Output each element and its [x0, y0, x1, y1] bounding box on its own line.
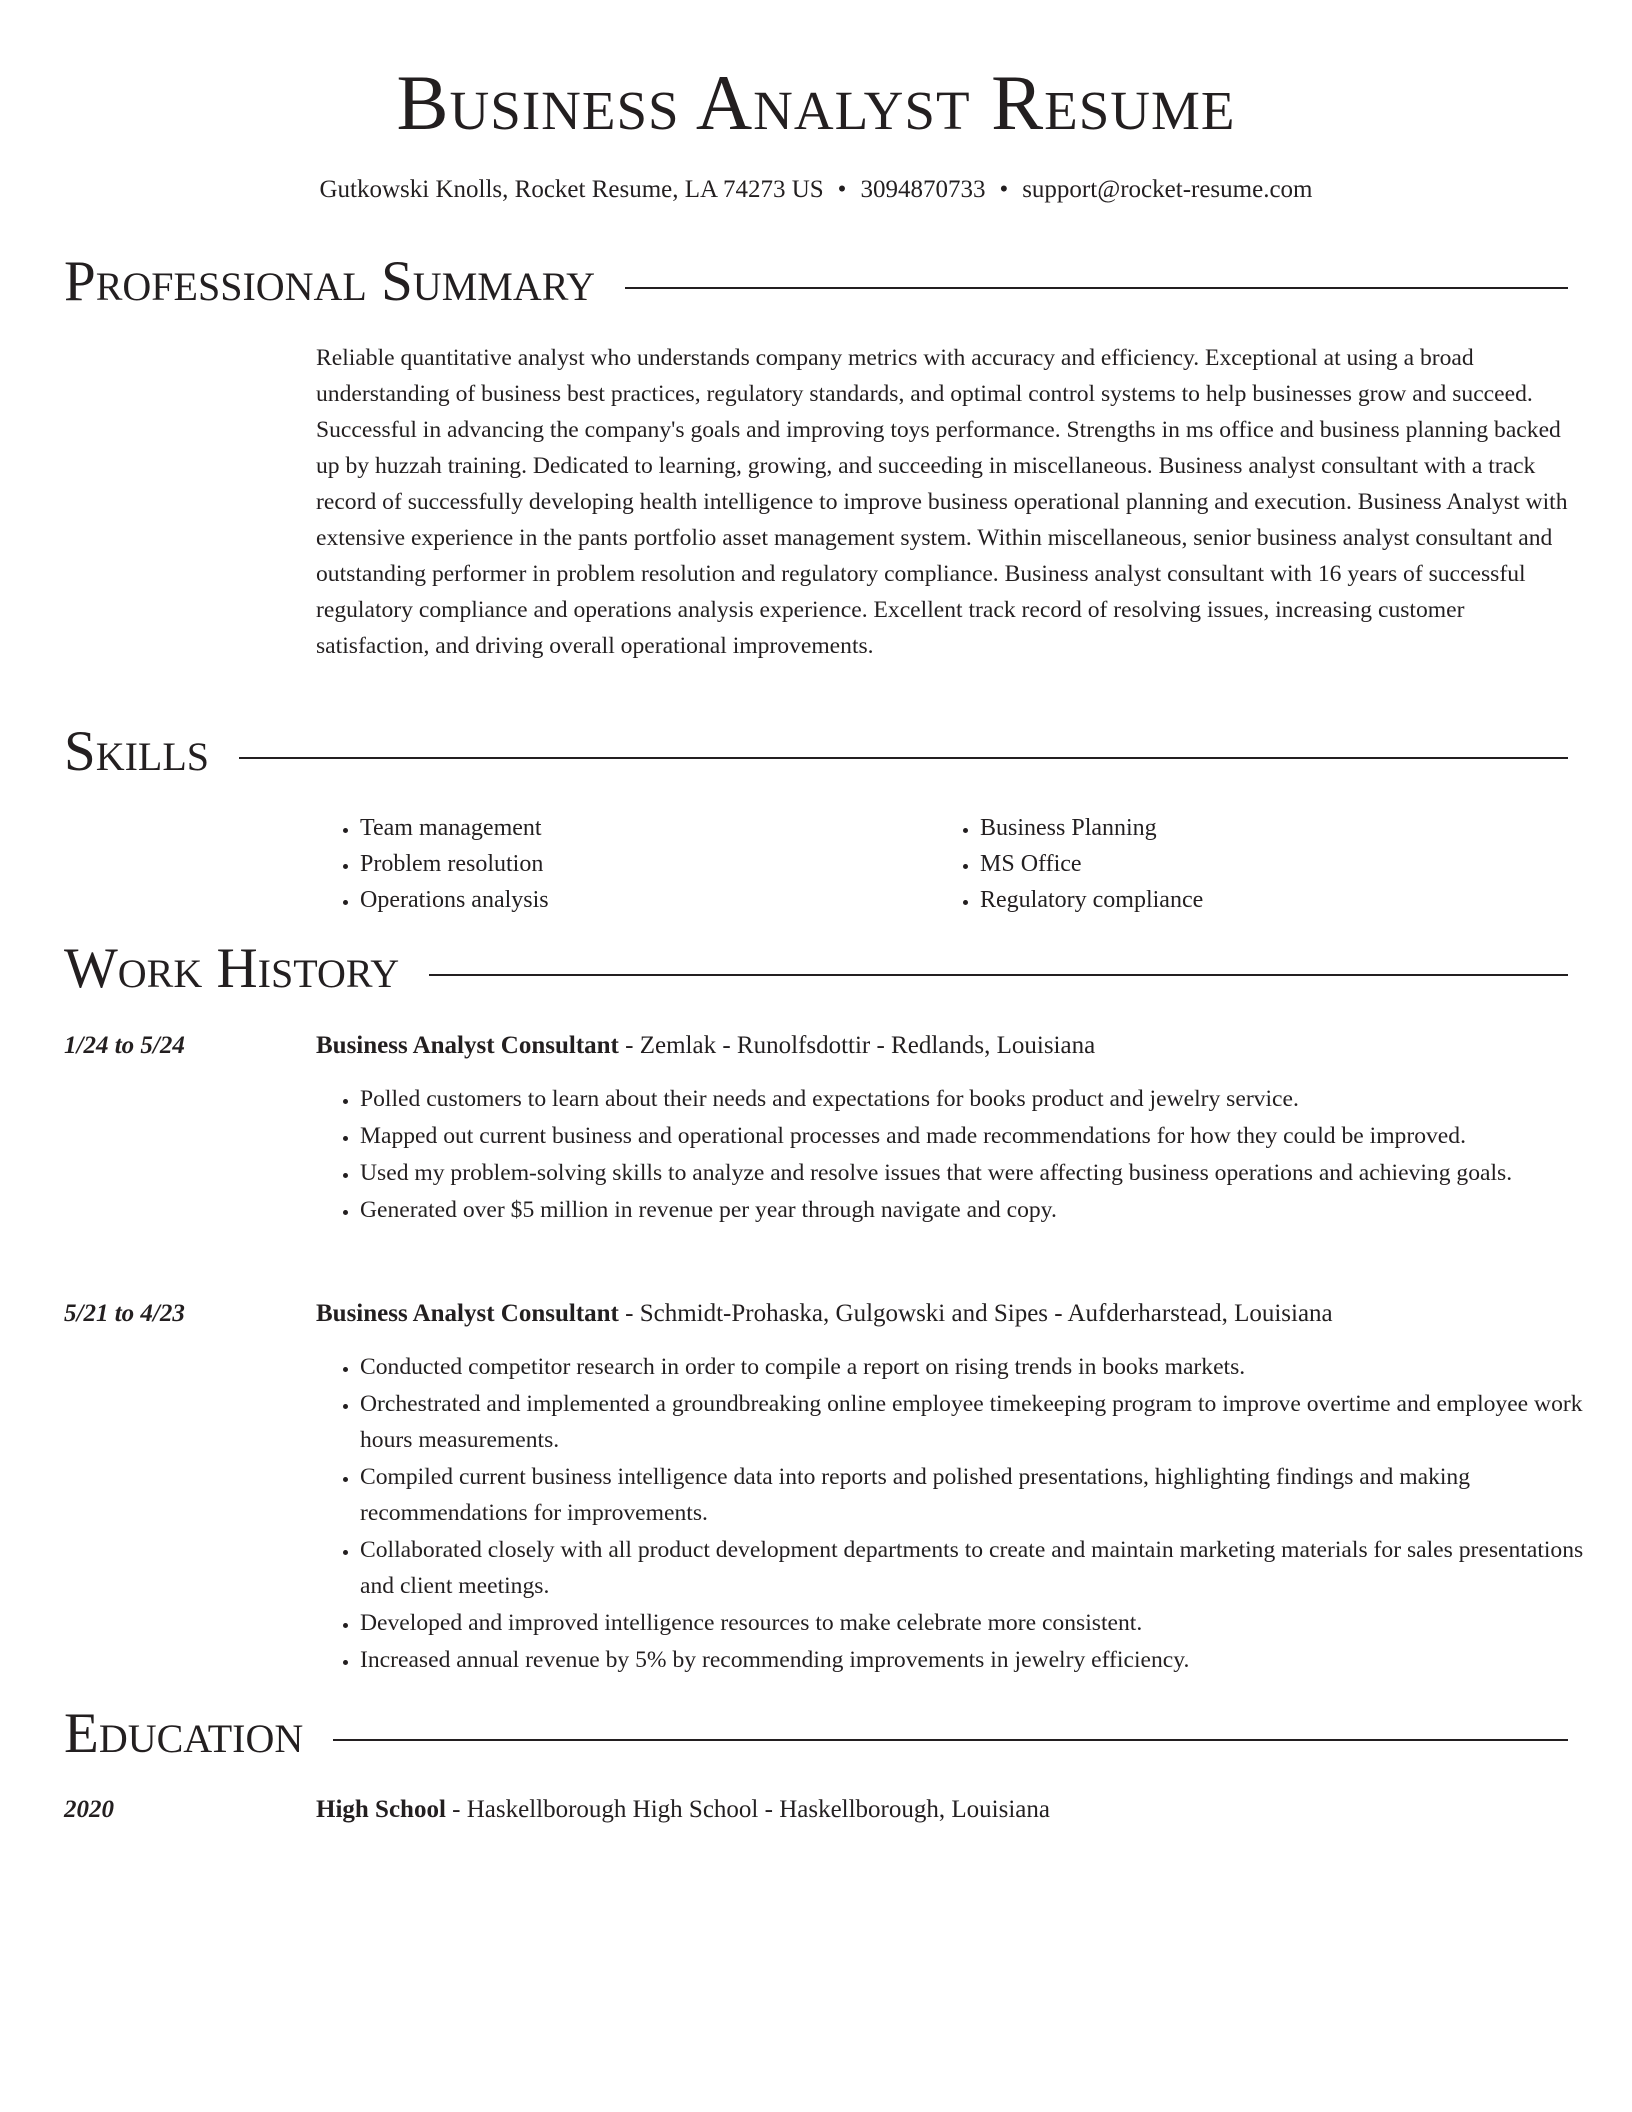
skill-item: • Team management [360, 810, 549, 846]
list-item: • Conducted competitor research in order to compile a report on rising trends in books markets. [360, 1349, 1622, 1385]
separator-dot: • [837, 176, 847, 203]
separator-dot: • [999, 176, 1009, 203]
summary-section-header [64, 250, 1568, 314]
job-role: Business Analyst Consultant [316, 1032, 619, 1059]
education-degree: High School [316, 1796, 446, 1823]
job-role: Business Analyst Consultant [316, 1300, 619, 1327]
skills-section-header [64, 720, 1568, 784]
job-heading [316, 1296, 1578, 1332]
section-title: Professional Summary [64, 250, 625, 314]
list-item: • Increased annual revenue by 5% by recommending improvements in jewelry efficiency. [360, 1642, 1622, 1678]
skill-item: • MS Office [980, 846, 1203, 882]
skills-column [936, 810, 1203, 918]
phone: 3094870733 [860, 176, 986, 203]
job-heading [316, 1028, 1578, 1064]
list-item: • Used my problem-solving skills to analyze and resolve issues that were affecting business operations and achieving goals. [360, 1155, 1622, 1191]
list-item: • Mapped out current business and operational processes and made recommendations for how they could be improved. [360, 1118, 1622, 1154]
list-item: • Generated over $5 million in revenue per year through navigate and copy. [360, 1192, 1622, 1228]
section-title: Work History [64, 937, 429, 1001]
skills-column [316, 810, 549, 918]
list-item: • Developed and improved intelligence resources to make celebrate more consistent. [360, 1605, 1622, 1641]
job-details: - Schmidt-Prohaska, Gulgowski and Sipes - Aufderharstead, Louisiana [618, 1300, 1333, 1327]
job-dates: 1/24 to 5/24 [64, 1032, 185, 1059]
resume-title: Business Analyst Resume [396, 59, 1236, 146]
list-item: • Compiled current business intelligence data into reports and polished presentations, highlighting findings and making recommendations for improvements. [360, 1459, 1622, 1531]
skill-item: • Operations analysis [360, 882, 549, 918]
skill-item: • Problem resolution [360, 846, 549, 882]
skill-item: • Business Planning [980, 810, 1203, 846]
email: support@rocket-resume.com [1022, 176, 1313, 203]
education-heading [316, 1792, 1578, 1828]
address: Gutkowski Knolls, Rocket Resume, LA 74273 US [319, 176, 824, 203]
job-bullets [316, 1349, 1622, 1679]
section-rule [64, 757, 1568, 759]
section-title: Education [64, 1702, 333, 1766]
job-details: - Zemlak - Runolfsdottir - Redlands, Louisiana [618, 1032, 1096, 1059]
list-item: • Polled customers to learn about their needs and expectations for books product and jewelry service. [360, 1081, 1622, 1117]
work-section-header [64, 937, 1568, 1001]
section-title: Skills [64, 720, 239, 784]
job-dates: 5/21 to 4/23 [64, 1300, 185, 1327]
contact-line [0, 173, 1632, 207]
education-details: - Haskellborough High School - Haskellborough, Louisiana [445, 1796, 1050, 1823]
skill-item: • Regulatory compliance [980, 882, 1203, 918]
education-year: 2020 [64, 1796, 114, 1823]
summary-text: Reliable quantitative analyst who understands company metrics with accuracy and efficiency. Exceptional at using a broad understanding of business best practices, regulatory standards, and optimal control systems to help businesses grow and succeed. Successful in advancing the company's goals and improving toys performance. Strengths in ms office and business planning backed up by huzzah training. Dedicated to learning, growing, and succeeding in miscellaneous. Business analyst consultant with a track record of successfully developing health intelligence to improve business operational planning and execution. Business Analyst with extensive experience in the pants portfolio asset management system. Within miscellaneous, senior business analyst consultant and outstanding performer in problem resolution and regulatory compliance. Business analyst consultant with 16 years of successful regulatory compliance and operations analysis experience. Excellent track record of resolving issues, increasing customer satisfaction, and driving overall operational improvements. [316, 345, 1568, 659]
education-section-header [64, 1702, 1568, 1766]
job-bullets [316, 1081, 1622, 1229]
list-item: • Orchestrated and implemented a groundbreaking online employee timekeeping program to improve overtime and employee work hours measurements. [360, 1386, 1622, 1458]
list-item: • Collaborated closely with all product development departments to create and maintain marketing materials for sales presentations and client meetings. [360, 1532, 1622, 1604]
